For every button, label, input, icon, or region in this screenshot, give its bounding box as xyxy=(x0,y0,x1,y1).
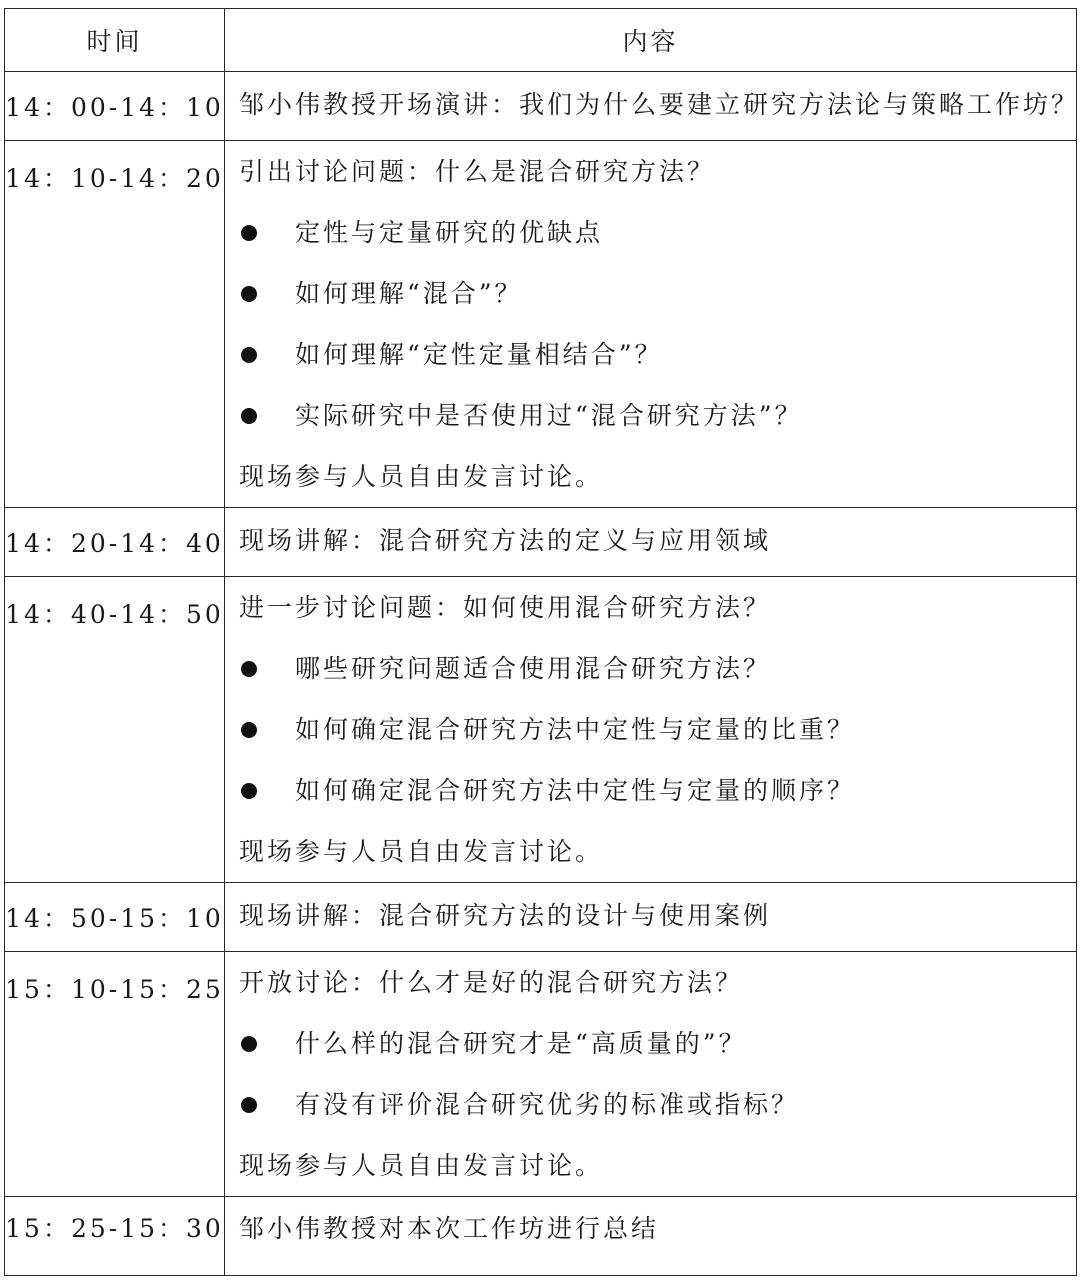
content-cell xyxy=(225,952,1077,1197)
table-row xyxy=(5,141,1077,508)
table-row xyxy=(5,72,1077,141)
content-cell xyxy=(225,141,1077,508)
list-item xyxy=(239,385,1072,446)
content-line: 邹小伟教授开场演讲：我们为什么要建立研究方法论与策略工作坊？ xyxy=(239,90,1080,119)
content-cell xyxy=(225,883,1077,952)
list-item-text: 如何理解“混合”？ xyxy=(295,279,523,308)
bullet-dot-icon xyxy=(241,225,257,241)
content-line: 现场讲解：混合研究方法的定义与应用领域 xyxy=(239,526,772,555)
content-intro: 进一步讨论问题：如何使用混合研究方法？ xyxy=(239,593,772,622)
content-line: 邹小伟教授对本次工作坊进行总结 xyxy=(239,1214,660,1243)
bullet-dot-icon xyxy=(241,1097,257,1113)
time-cell: 14：50-15：10 xyxy=(5,883,225,952)
bullet-dot-icon xyxy=(241,722,257,738)
bullet-dot-icon xyxy=(241,783,257,799)
content-intro: 开放讨论：什么才是好的混合研究方法？ xyxy=(239,968,744,997)
content-closing: 现场参与人员自由发言讨论。 xyxy=(239,462,604,491)
header-content: 内容 xyxy=(225,9,1077,72)
list-item-text: 什么样的混合研究才是“高质量的”？ xyxy=(295,1029,747,1058)
content-line: 现场讲解：混合研究方法的设计与使用案例 xyxy=(239,901,772,930)
list-item xyxy=(239,324,1072,385)
bullet-dot-icon xyxy=(241,286,257,302)
time-cell: 14：40-14：50 xyxy=(5,577,225,883)
list-item xyxy=(239,699,1072,760)
header-row xyxy=(5,9,1077,72)
list-item-text: 有没有评价混合研究优劣的标准或指标？ xyxy=(295,1090,800,1119)
time-cell: 15：25-15：30 xyxy=(5,1197,225,1276)
content-cell xyxy=(225,1197,1077,1276)
list-item-text: 如何理解“定性定量相结合”？ xyxy=(295,340,663,369)
list-item xyxy=(239,760,1072,821)
content-closing: 现场参与人员自由发言讨论。 xyxy=(239,837,604,866)
table-row xyxy=(5,952,1077,1197)
list-item-text: 如何确定混合研究方法中定性与定量的顺序？ xyxy=(295,776,856,805)
list-item-text: 定性与定量研究的优缺点 xyxy=(295,218,604,247)
time-cell: 14：00-14：10 xyxy=(5,72,225,141)
list-item-text: 实际研究中是否使用过“混合研究方法”？ xyxy=(295,401,803,430)
bullet-dot-icon xyxy=(241,347,257,363)
bullet-dot-icon xyxy=(241,1036,257,1052)
list-item xyxy=(239,202,1072,263)
table-row xyxy=(5,1197,1077,1276)
time-cell: 14：20-14：40 xyxy=(5,508,225,577)
schedule-table xyxy=(4,8,1080,1276)
content-closing: 现场参与人员自由发言讨论。 xyxy=(239,1151,604,1180)
header-time: 时间 xyxy=(5,9,225,72)
time-cell: 15：10-15：25 xyxy=(5,952,225,1197)
content-intro: 引出讨论问题：什么是混合研究方法？ xyxy=(239,157,716,186)
content-cell xyxy=(225,72,1080,141)
bullet-dot-icon xyxy=(241,661,257,677)
content-cell xyxy=(225,577,1077,883)
list-item-text: 哪些研究问题适合使用混合研究方法？ xyxy=(295,654,772,683)
table-row xyxy=(5,883,1077,952)
list-item xyxy=(239,638,1072,699)
list-item xyxy=(239,1074,1072,1135)
time-cell: 14：10-14：20 xyxy=(5,141,225,508)
list-item xyxy=(239,1013,1072,1074)
table-row xyxy=(5,508,1077,577)
content-cell xyxy=(225,508,1077,577)
list-item-text: 如何确定混合研究方法中定性与定量的比重？ xyxy=(295,715,856,744)
list-item xyxy=(239,263,1072,324)
bullet-dot-icon xyxy=(241,408,257,424)
table-row xyxy=(5,577,1077,883)
